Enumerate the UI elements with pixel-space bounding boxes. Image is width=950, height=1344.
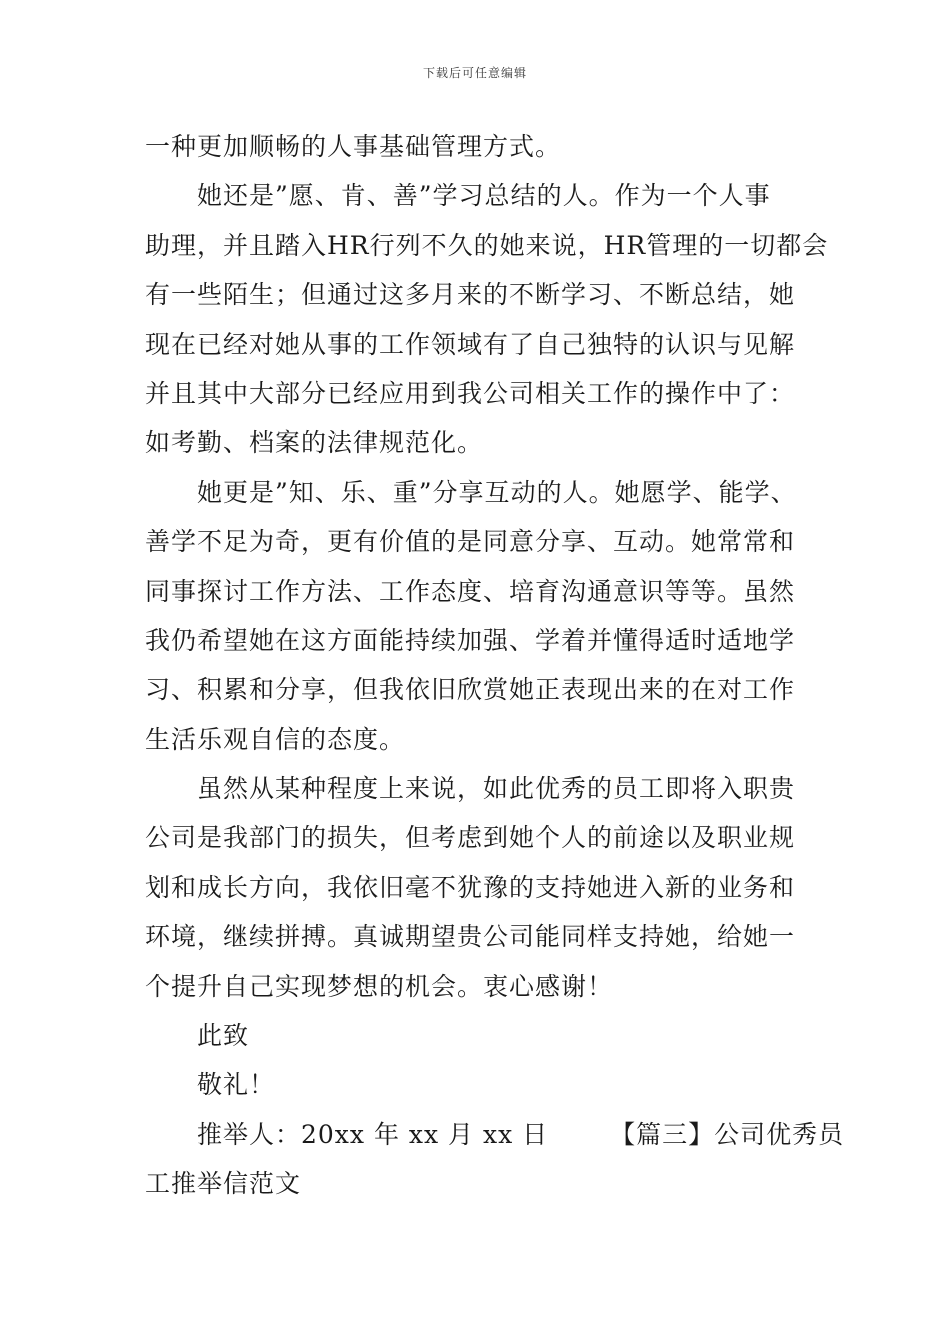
page-header: 下载后可任意编辑 — [422, 66, 527, 80]
paragraph-start-line: 她更是”知、乐、重”分享互动的人。她愿学、能学、 — [197, 477, 797, 507]
paragraph-start-line: 她还是”愿、肯、善”学习总结的人。作为一个人事 — [197, 181, 771, 211]
section-title-end: 工推举信范文 — [145, 1169, 302, 1199]
recommender-date: 推举人：20xx 年 xx 月 xx 日 — [197, 1119, 549, 1149]
text-line: 个提升自己实现梦想的机会。衷心感谢！ — [145, 971, 614, 1001]
text-line: 并且其中大部分已经应用到我公司相关工作的操作中了： — [145, 378, 796, 408]
text-line: 习、积累和分享，但我依旧欣赏她正表现出来的在对工作 — [145, 675, 796, 705]
letter-body — [145, 122, 845, 1209]
text-line: 我仍希望她在这方面能持续加强、学着并懂得适时适地学 — [145, 625, 796, 655]
text-line: 环境，继续拼搏。真诚期望贵公司能同样支持她，给她一 — [145, 922, 796, 952]
text-line: 公司是我部门的损失，但考虑到她个人的前途以及职业规 — [145, 823, 796, 853]
text-line: 善学不足为奇，更有价值的是同意分享、互动。她常常和 — [145, 527, 796, 557]
signature-line — [145, 1110, 845, 1159]
text-line: 现在已经对她从事的工作领域有了自己独特的认识与见解 — [145, 329, 796, 359]
section-title-start: 【篇三】公司优秀员 — [610, 1119, 845, 1149]
text-line: 有一些陌生；但通过这多月来的不断学习、不断总结，她 — [145, 280, 796, 310]
text-line: 如考勤、档案的法律规范化。 — [145, 428, 484, 458]
text-line: 助理，并且踏入HR行列不久的她来说，HR管理的一切都会 — [145, 230, 829, 260]
closing-regards: 敬礼！ — [197, 1070, 276, 1100]
closing-salutation: 此致 — [197, 1021, 250, 1051]
text-line: 同事探讨工作方法、工作态度、培育沟通意识等等。虽然 — [145, 576, 796, 606]
text-line: 划和成长方向，我依旧毫不犹豫的支持她进入新的业务和 — [145, 872, 796, 902]
paragraph-start-line: 虽然从某种程度上来说，如此优秀的员工即将入职贵 — [197, 774, 796, 804]
text-line: 一种更加顺畅的人事基础管理方式。 — [145, 132, 562, 161]
text-line: 生活乐观自信的态度。 — [145, 724, 406, 754]
